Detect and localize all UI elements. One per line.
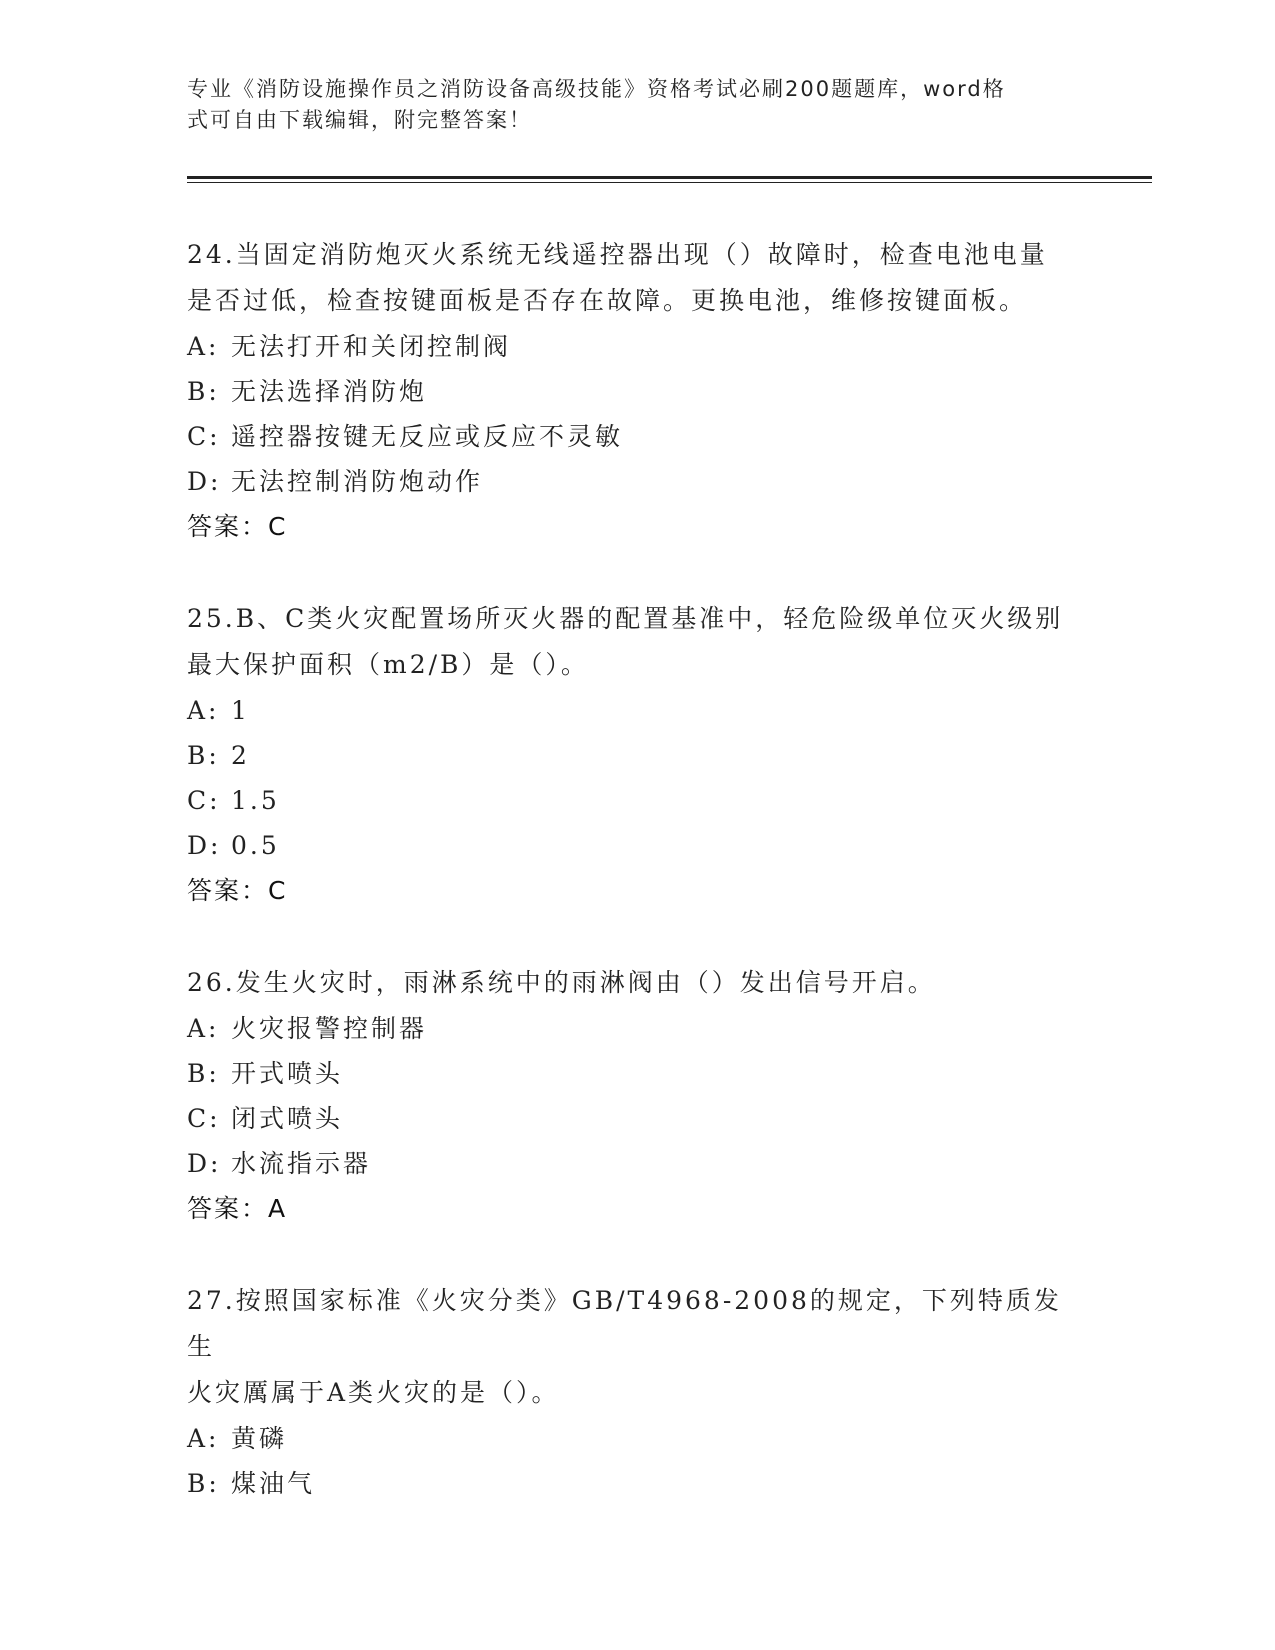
- option-letter: A:: [187, 1014, 220, 1043]
- option-b: [187, 369, 1087, 414]
- option-letter: D:: [187, 831, 222, 860]
- option-a: [187, 1416, 1087, 1461]
- question-24: [187, 232, 1087, 550]
- option-text: 无法打开和关闭控制阀: [231, 332, 512, 361]
- header-line-1: 专业《消防设施操作员之消防设备高级技能》资格考试必刷200题题库，word格: [187, 77, 1006, 101]
- option-text: 遥控器按键无反应或反应不灵敏: [231, 422, 624, 451]
- option-text: 闭式喷头: [231, 1104, 344, 1133]
- option-text: 无法选择消防炮: [231, 377, 428, 406]
- question-stem-line: 24.当固定消防炮灭火系统无线遥控器出现（）故障时，检查电池电量: [187, 240, 1048, 269]
- option-d: [187, 823, 1087, 868]
- option-letter: A:: [187, 1424, 220, 1453]
- option-d: [187, 459, 1087, 504]
- option-letter: A:: [187, 696, 220, 725]
- option-text: 2: [231, 741, 250, 770]
- question-24-stem: [187, 232, 1087, 324]
- option-text: 开式喷头: [231, 1059, 344, 1088]
- option-c: [187, 1096, 1087, 1141]
- answer-line: 答案：C: [187, 512, 288, 541]
- question-25: [187, 596, 1087, 914]
- option-letter: D:: [187, 1149, 222, 1178]
- question-26: [187, 960, 1087, 1232]
- option-text: 无法控制消防炮动作: [231, 467, 484, 496]
- answer-line: 答案：A: [187, 1194, 288, 1223]
- option-text: 1.5: [231, 786, 280, 815]
- option-letter: C:: [187, 786, 221, 815]
- header-line-2: 式可自由下载编辑，附完整答案！: [187, 108, 532, 132]
- option-text: 火灾报警控制器: [231, 1014, 428, 1043]
- option-d: [187, 1141, 1087, 1186]
- option-letter: D:: [187, 467, 222, 496]
- option-letter: B:: [187, 377, 220, 406]
- option-letter: B:: [187, 741, 220, 770]
- header-divider-thin: [187, 182, 1152, 183]
- option-letter: C:: [187, 1104, 221, 1133]
- question-25-stem: [187, 596, 1087, 688]
- option-text: 1: [231, 696, 250, 725]
- answer-line: 答案：C: [187, 876, 288, 905]
- question-stem-line: 最大保护面积（m2/B）是（）。: [187, 650, 589, 679]
- option-a: [187, 688, 1087, 733]
- option-text: 水流指示器: [231, 1149, 372, 1178]
- question-27-stem: [187, 1278, 1087, 1416]
- option-letter: C:: [187, 422, 221, 451]
- option-b: [187, 1461, 1087, 1506]
- question-stem-line: 25.B、C类火灾配置场所灭火器的配置基准中，轻危险级单位灭火级别: [187, 604, 1064, 633]
- option-text: 煤油气: [231, 1469, 316, 1498]
- option-b: [187, 1051, 1087, 1096]
- question-stem-line: 是否过低，检查按键面板是否存在故障。更换电池，维修按键面板。: [187, 286, 1028, 315]
- header-divider-thick: [187, 176, 1152, 179]
- option-letter: B:: [187, 1469, 220, 1498]
- option-c: [187, 414, 1087, 459]
- option-letter: B:: [187, 1059, 220, 1088]
- option-text: 黄磷: [231, 1424, 288, 1453]
- option-a: [187, 324, 1087, 369]
- question-stem-line: 27.按照国家标准《火灾分类》GB/T4968-2008的规定，下列特质发生: [187, 1286, 1062, 1361]
- option-text: 0.5: [231, 831, 280, 860]
- document-header: [187, 74, 1067, 136]
- option-b: [187, 733, 1087, 778]
- option-c: [187, 778, 1087, 823]
- option-letter: A:: [187, 332, 220, 361]
- option-a: [187, 1006, 1087, 1051]
- question-27: [187, 1278, 1087, 1506]
- question-list: [187, 232, 1087, 1552]
- question-26-stem: [187, 960, 1087, 1006]
- question-stem-line: 26.发生火灾时，雨淋系统中的雨淋阀由（）发出信号开启。: [187, 968, 936, 997]
- question-stem-line: 火灾厲属于A类火灾的是（）。: [187, 1378, 560, 1407]
